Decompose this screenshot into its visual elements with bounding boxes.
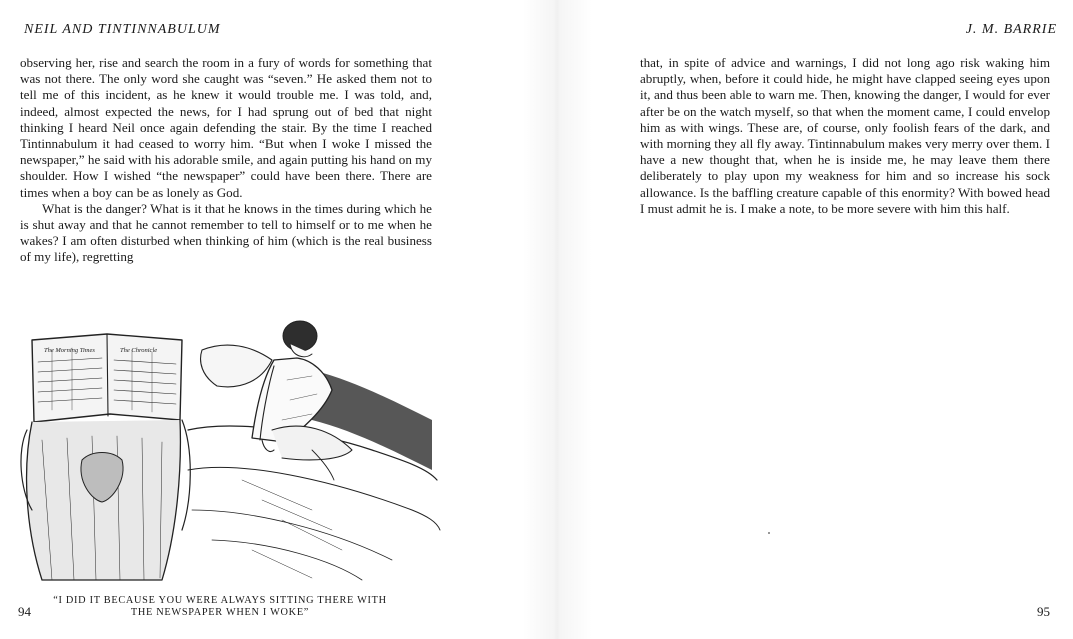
running-head-author: J. M. BARRIE — [965, 22, 1057, 37]
caption-line-2: THE NEWSPAPER WHEN I WOKE” — [130, 607, 310, 618]
book-gutter — [522, 0, 592, 639]
page-number-right: 95 — [1037, 604, 1050, 619]
left-page-text — [20, 55, 432, 266]
right-page-text — [640, 55, 1050, 217]
running-head-title: NEIL AND TINTINNABULUM — [24, 22, 221, 37]
left-paragraph-1: observing her, rise and search the room in a fury of words for something that was not there. The only word she caught was “seven.” He asked them not to tell me of this incident, as he knew it would trouble me. I was told, and, indeed, almost expected the news, for I had sprung out of bed that night thinking I heard Neil once again defending the stair. By the time I reached Tintinnabulum it had ceased to worry him. “But when I woke I missed the newspaper,” he said with his adorable smile, and again putting his hand on my shoulder. How I wished “the newspaper” could have been there. There are times when a boy can be as lonely as God. — [20, 55, 432, 200]
paper-speck — [768, 532, 770, 534]
caption-line-1: “I DID IT BECAUSE YOU WERE ALWAYS SITTING THERE WITH — [53, 595, 387, 606]
newspaper — [32, 334, 182, 422]
page-number-left: 94 — [18, 604, 31, 619]
illustration-caption — [20, 595, 420, 619]
seated-figure — [21, 420, 190, 580]
newspaper-masthead-1: The Morning Times — [44, 347, 95, 354]
newspaper-masthead-2: The Chronicle — [120, 347, 158, 354]
left-paragraph-2: What is the danger? What is it that he knows in the times during which he is shut away and that he cannot remember to tell to himself or to me when he wakes? I am often disturbed when thinking of him (which is the real business of my life), regretting — [20, 200, 432, 265]
illustration-boy-in-bed — [12, 310, 442, 590]
right-paragraph-1: that, in spite of advice and warnings, I did not long ago risk waking him abruptly, when, before it could hide, he might have clapped seeing eyes upon it, and thus been able to warn me. Then, knowing the danger, I would for ever after be on the watch myself, so that when the moment came, I could envelop him as with wings. These are, of course, only foolish fears of the dark, and with morning they all fly away. Tintinnabulum makes very merry over them. I have a new thought that, when he is inside me, he may leave them there deliberately to play upon my weakness for him and so increase his sock allowance. Is the baffling creature capable of this enormity? With bowed head I must admit he is. I make a note, to be more severe with him this half. — [640, 55, 1050, 216]
